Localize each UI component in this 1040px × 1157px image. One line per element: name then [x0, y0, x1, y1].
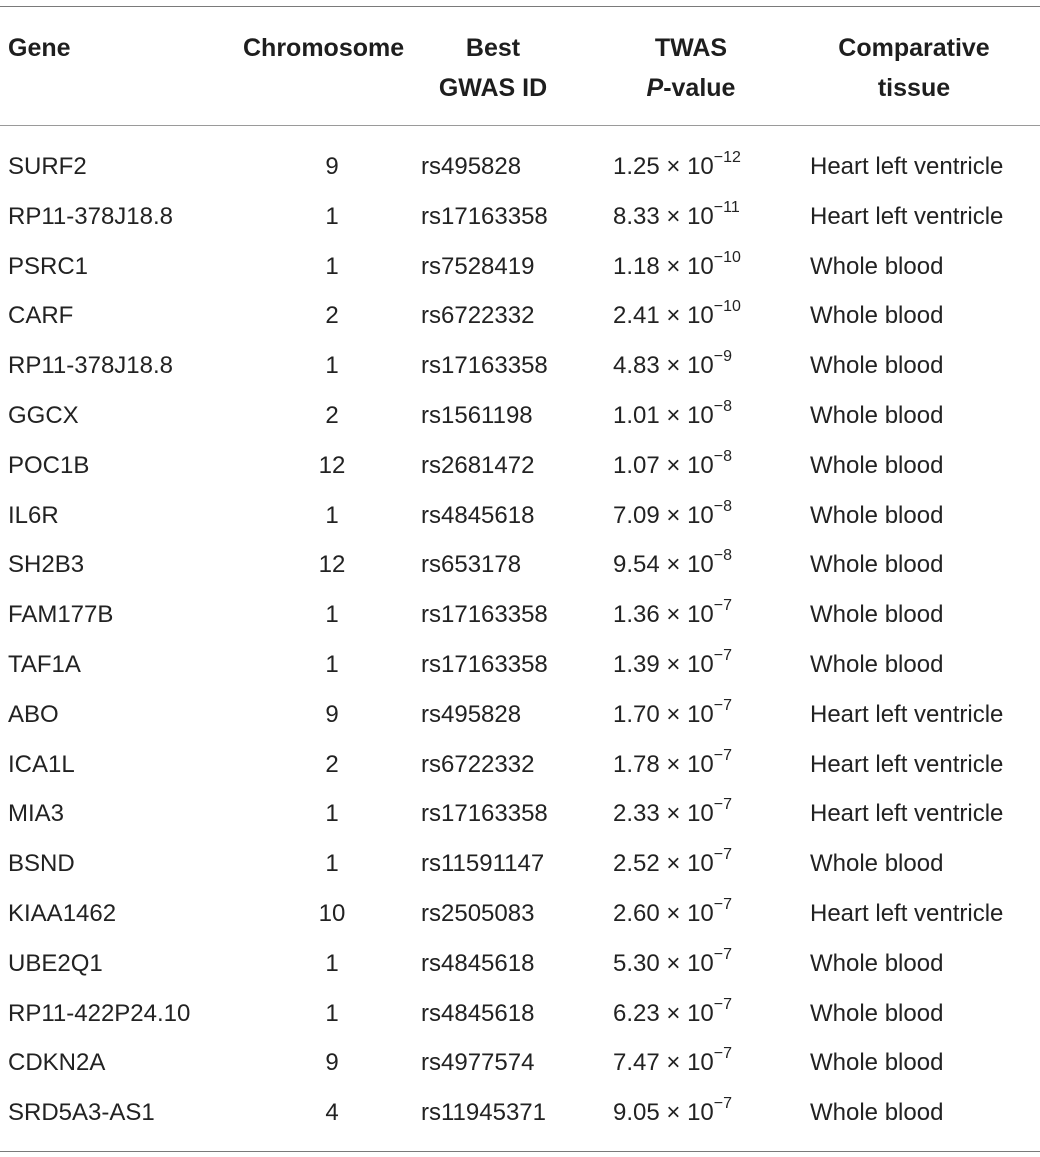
table-bottom-rule — [0, 1151, 1040, 1152]
cell-comparative-tissue: Whole blood — [810, 451, 944, 479]
p-value-exponent: −7 — [713, 597, 733, 615]
cell-comparative-tissue: Whole blood — [810, 1099, 944, 1127]
header-tissue-line2: tissue — [877, 74, 951, 102]
p-value-exponent: −12 — [713, 149, 741, 166]
cell-gene: TAF1A — [8, 650, 81, 678]
cell-twas-p-value — [613, 142, 741, 192]
cell-gene: ICA1L — [8, 750, 75, 778]
cell-comparative-tissue: Heart left ventricle — [810, 202, 1004, 230]
cell-gene: BSND — [8, 850, 75, 878]
cell-comparative-tissue: Whole blood — [810, 401, 944, 429]
table-row — [0, 1088, 1040, 1138]
p-value-exponent: −7 — [713, 945, 733, 963]
cell-gene: GGCX — [8, 401, 79, 429]
cell-chromosome: 12 — [318, 551, 346, 579]
cell-best-gwas-id: rs4845618 — [421, 501, 535, 529]
p-value-exponent: −7 — [713, 846, 733, 864]
header-comparative-tissue — [826, 28, 1002, 108]
p-value-mantissa: 7.09 × 10 — [613, 501, 714, 529]
cell-chromosome: 2 — [325, 401, 339, 429]
table-header — [0, 28, 1040, 118]
cell-best-gwas-id: rs4845618 — [421, 949, 535, 977]
table-top-rule — [0, 6, 1040, 7]
p-value-mantissa: 1.18 × 10 — [613, 252, 714, 280]
cell-chromosome: 1 — [325, 352, 339, 380]
cell-twas-p-value — [613, 590, 732, 640]
cell-chromosome: 1 — [325, 252, 339, 280]
p-value-mantissa: 2.41 × 10 — [613, 302, 714, 330]
cell-gene: ABO — [8, 700, 59, 728]
cell-gene: PSRC1 — [8, 252, 89, 280]
cell-best-gwas-id: rs4845618 — [421, 999, 535, 1027]
cell-comparative-tissue: Heart left ventricle — [810, 899, 1004, 927]
table-row — [0, 1038, 1040, 1088]
cell-gene: CARF — [8, 302, 74, 330]
table-header-rule — [0, 125, 1040, 126]
p-value-mantissa: 2.60 × 10 — [613, 899, 714, 927]
cell-best-gwas-id: rs2681472 — [421, 451, 535, 479]
p-value-mantissa: 1.36 × 10 — [613, 601, 714, 629]
cell-chromosome: 1 — [325, 999, 339, 1027]
header-gwas-line2: GWAS ID — [438, 74, 548, 102]
cell-best-gwas-id: rs6722332 — [421, 750, 535, 778]
p-value-exponent: −8 — [713, 397, 733, 415]
cell-gene: SURF2 — [8, 153, 87, 180]
cell-best-gwas-id: rs17163358 — [421, 352, 548, 380]
cell-comparative-tissue: Whole blood — [810, 601, 944, 629]
cell-twas-p-value — [613, 1038, 732, 1088]
p-value-mantissa: 2.52 × 10 — [613, 850, 714, 878]
cell-gene: FAM177B — [8, 601, 114, 629]
p-value-exponent: −7 — [713, 1095, 733, 1113]
p-value-exponent: −8 — [713, 447, 733, 465]
p-value-exponent: −8 — [713, 547, 733, 565]
header-gwas-line1: Best — [465, 34, 521, 62]
p-value-exponent: −8 — [713, 497, 733, 515]
cell-chromosome: 1 — [325, 202, 339, 230]
cell-twas-p-value — [613, 889, 732, 939]
cell-comparative-tissue: Whole blood — [810, 252, 944, 280]
table-row — [0, 391, 1040, 441]
p-value-exponent: −10 — [713, 248, 741, 266]
cell-chromosome: 1 — [325, 601, 339, 629]
p-value-exponent: −7 — [713, 796, 733, 814]
cell-best-gwas-id: rs11945371 — [421, 1099, 546, 1127]
cell-comparative-tissue: Whole blood — [810, 302, 944, 330]
cell-gene: SRD5A3-AS1 — [8, 1099, 155, 1127]
cell-twas-p-value — [613, 789, 732, 839]
table-row — [0, 242, 1040, 292]
cell-twas-p-value — [613, 540, 732, 590]
table-row — [0, 491, 1040, 541]
cell-gene: RP11-378J18.8 — [8, 202, 173, 230]
cell-chromosome: 1 — [325, 650, 339, 678]
cell-chromosome: 9 — [325, 700, 339, 728]
p-value-mantissa: 1.70 × 10 — [613, 700, 714, 728]
cell-comparative-tissue: Whole blood — [810, 999, 944, 1027]
p-value-exponent: −7 — [713, 646, 733, 664]
table-row — [0, 142, 1040, 192]
cell-best-gwas-id: rs17163358 — [421, 650, 548, 678]
header-twas-p-italic: P — [646, 74, 664, 102]
cell-gene: POC1B — [8, 451, 90, 479]
table-row — [0, 690, 1040, 740]
table-row — [0, 441, 1040, 491]
header-twas-value-suffix: -value — [663, 74, 736, 102]
cell-gene: UBE2Q1 — [8, 949, 103, 977]
p-value-mantissa: 6.23 × 10 — [613, 999, 714, 1027]
cell-twas-p-value — [613, 1088, 732, 1138]
cell-twas-p-value — [613, 491, 732, 541]
table-row — [0, 291, 1040, 341]
cell-comparative-tissue: Heart left ventricle — [810, 750, 1004, 778]
cell-best-gwas-id: rs2505083 — [421, 899, 535, 927]
cell-twas-p-value — [613, 192, 740, 242]
cell-gene: CDKN2A — [8, 1049, 106, 1077]
table-body — [0, 142, 1040, 1138]
cell-best-gwas-id: rs1561198 — [421, 401, 533, 429]
cell-gene: KIAA1462 — [8, 899, 117, 927]
table-row — [0, 939, 1040, 989]
p-value-mantissa: 4.83 × 10 — [613, 352, 714, 380]
cell-best-gwas-id: rs6722332 — [421, 302, 535, 330]
cell-gene: RP11-422P24.10 — [8, 999, 191, 1027]
cell-best-gwas-id: rs495828 — [421, 153, 522, 180]
p-value-exponent: −9 — [713, 348, 733, 366]
cell-comparative-tissue: Whole blood — [810, 949, 944, 977]
table-row — [0, 989, 1040, 1039]
header-twas-line1: TWAS — [654, 34, 728, 62]
header-twas-p-value — [636, 28, 746, 108]
cell-best-gwas-id: rs17163358 — [421, 800, 548, 828]
cell-best-gwas-id: rs17163358 — [421, 202, 548, 230]
p-value-mantissa: 5.30 × 10 — [613, 949, 714, 977]
p-value-mantissa: 1.25 × 10 — [613, 153, 714, 180]
cell-chromosome: 2 — [325, 750, 339, 778]
cell-comparative-tissue: Heart left ventricle — [810, 800, 1004, 828]
cell-gene: SH2B3 — [8, 551, 85, 579]
cell-twas-p-value — [613, 839, 732, 889]
table-row — [0, 889, 1040, 939]
header-tissue-line1: Comparative — [838, 34, 990, 62]
cell-twas-p-value — [613, 391, 732, 441]
p-value-exponent: −11 — [713, 198, 740, 216]
cell-best-gwas-id: rs11591147 — [421, 850, 545, 878]
cell-chromosome: 1 — [325, 501, 339, 529]
cell-chromosome: 9 — [325, 1049, 339, 1077]
table-row — [0, 590, 1040, 640]
header-twas-line2 — [636, 68, 746, 108]
cell-comparative-tissue: Whole blood — [810, 650, 944, 678]
cell-gene: IL6R — [8, 501, 59, 529]
p-value-mantissa: 9.05 × 10 — [613, 1099, 714, 1127]
cell-twas-p-value — [613, 740, 732, 790]
p-value-mantissa: 9.54 × 10 — [613, 551, 714, 579]
table-row — [0, 640, 1040, 690]
cell-twas-p-value — [613, 441, 732, 491]
cell-comparative-tissue: Whole blood — [810, 501, 944, 529]
table-row — [0, 341, 1040, 391]
cell-chromosome: 4 — [325, 1099, 339, 1127]
p-value-mantissa: 8.33 × 10 — [613, 202, 714, 230]
cell-chromosome: 12 — [318, 451, 346, 479]
cell-twas-p-value — [613, 690, 732, 740]
p-value-mantissa: 7.47 × 10 — [613, 1049, 714, 1077]
header-chromosome-label: Chromosome — [243, 34, 405, 62]
cell-twas-p-value — [613, 989, 732, 1039]
cell-gene: RP11-378J18.8 — [8, 352, 173, 380]
p-value-mantissa: 1.39 × 10 — [613, 650, 714, 678]
cell-comparative-tissue: Heart left ventricle — [810, 153, 1004, 180]
p-value-exponent: −7 — [713, 995, 733, 1013]
cell-twas-p-value — [613, 291, 741, 341]
p-value-exponent: −7 — [713, 746, 733, 764]
header-best-gwas-id — [433, 28, 553, 108]
table-row — [0, 789, 1040, 839]
cell-chromosome: 1 — [325, 949, 339, 977]
p-value-mantissa: 2.33 × 10 — [613, 800, 714, 828]
cell-comparative-tissue: Heart left ventricle — [810, 700, 1004, 728]
header-chromosome — [243, 28, 404, 68]
cell-comparative-tissue: Whole blood — [810, 1049, 944, 1077]
table-row — [0, 740, 1040, 790]
cell-comparative-tissue: Whole blood — [810, 850, 944, 878]
p-value-exponent: −7 — [713, 895, 733, 913]
cell-chromosome: 1 — [325, 850, 339, 878]
p-value-exponent: −10 — [713, 298, 741, 316]
cell-chromosome: 10 — [318, 899, 346, 927]
table-row — [0, 192, 1040, 242]
cell-best-gwas-id: rs495828 — [421, 700, 522, 728]
cell-chromosome: 2 — [325, 302, 339, 330]
cell-twas-p-value — [613, 640, 732, 690]
cell-best-gwas-id: rs17163358 — [421, 601, 548, 629]
cell-comparative-tissue: Whole blood — [810, 551, 944, 579]
p-value-mantissa: 1.78 × 10 — [613, 750, 714, 778]
cell-chromosome: 9 — [325, 153, 339, 180]
table-row — [0, 540, 1040, 590]
header-gene-label: Gene — [8, 34, 71, 62]
cell-best-gwas-id: rs7528419 — [421, 252, 535, 280]
cell-twas-p-value — [613, 939, 732, 989]
cell-gene: MIA3 — [8, 800, 65, 828]
header-gene — [8, 28, 71, 68]
p-value-mantissa: 1.01 × 10 — [613, 401, 714, 429]
cell-twas-p-value — [613, 242, 741, 292]
cell-best-gwas-id: rs653178 — [421, 551, 522, 579]
cell-twas-p-value — [613, 341, 732, 391]
cell-comparative-tissue: Whole blood — [810, 352, 944, 380]
cell-chromosome: 1 — [325, 800, 339, 828]
p-value-exponent: −7 — [713, 1045, 733, 1063]
p-value-mantissa: 1.07 × 10 — [613, 451, 714, 479]
table-row — [0, 839, 1040, 889]
cell-best-gwas-id: rs4977574 — [421, 1049, 535, 1077]
p-value-exponent: −7 — [713, 696, 733, 714]
